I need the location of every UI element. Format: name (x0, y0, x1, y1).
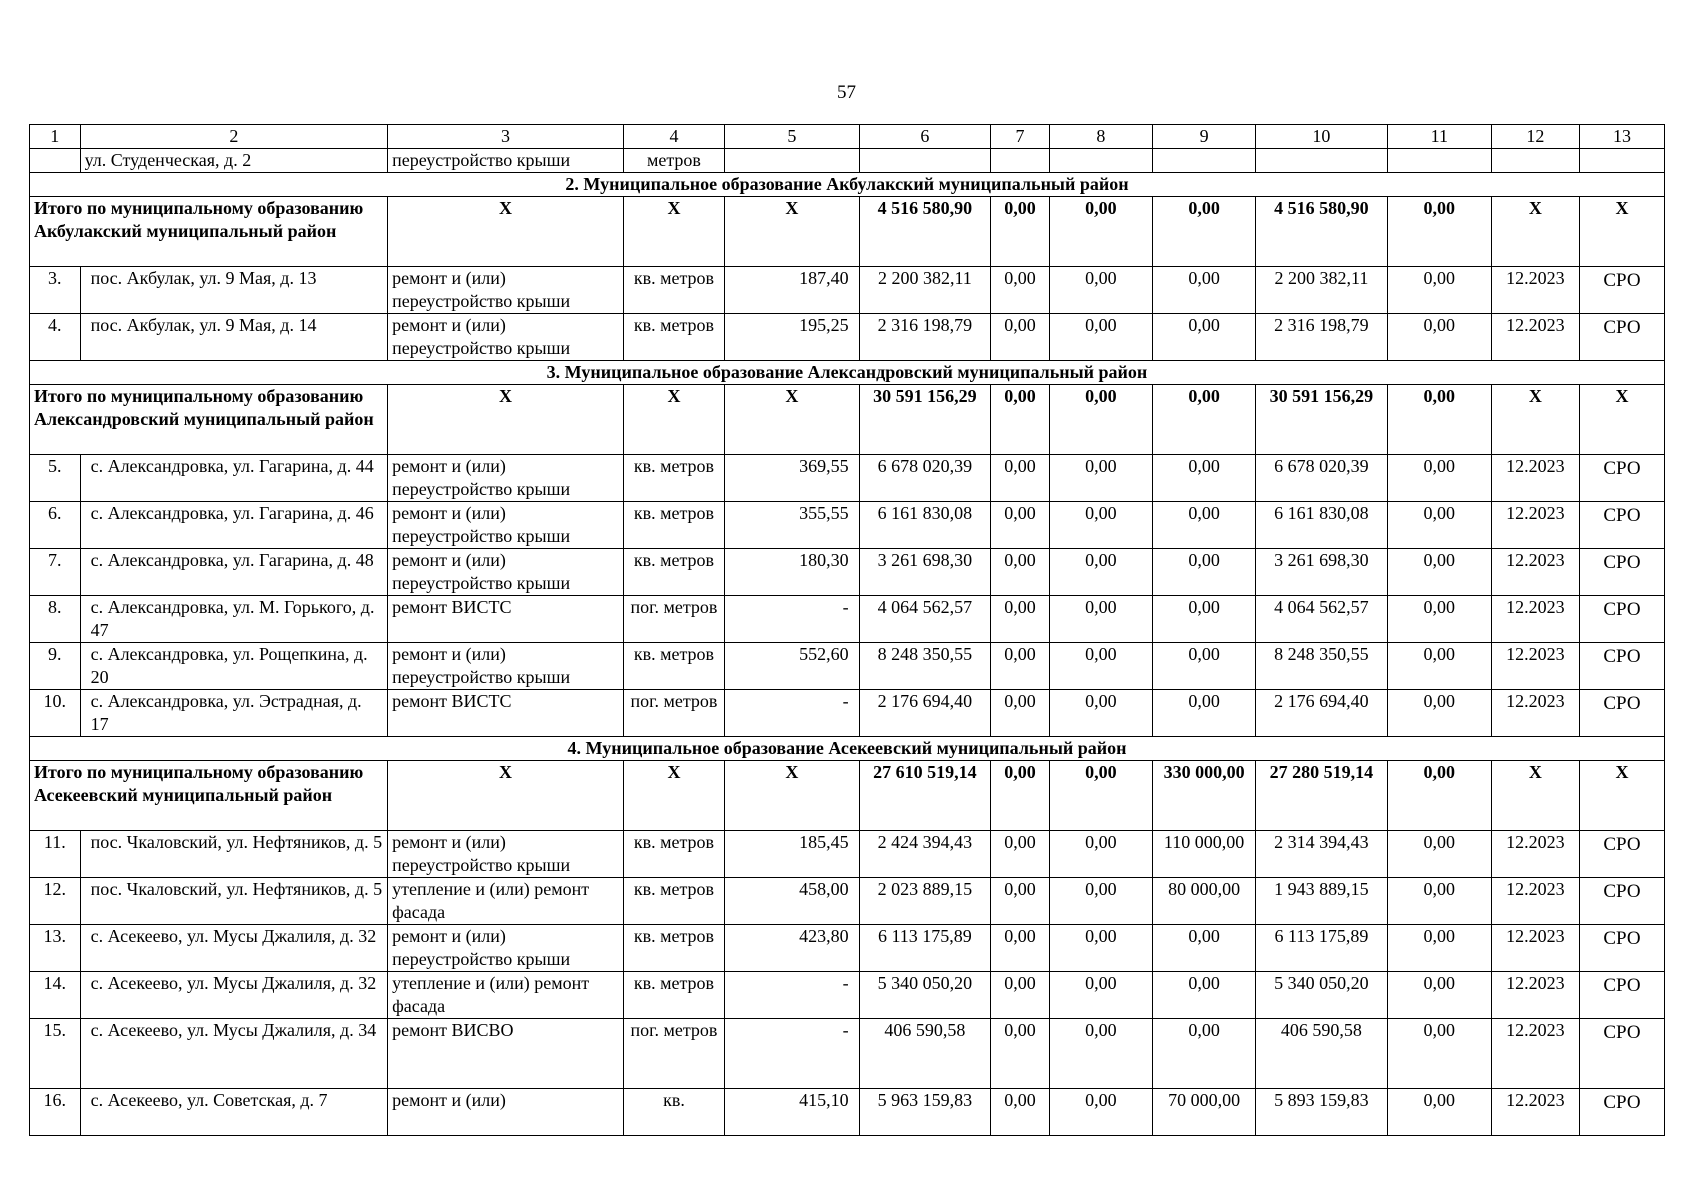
amount-cell-c7: 0,00 (991, 972, 1050, 1019)
work-type-cell: переустройство крыши (388, 149, 624, 173)
total-x-mark: X (388, 197, 624, 267)
address-cell: пос. Чкаловский, ул. Нефтяников, д. 5 (80, 831, 388, 878)
amount-cell-c10: 4 064 562,57 (1256, 596, 1388, 643)
area-cell: - (725, 972, 860, 1019)
amount-cell-c7: 0,00 (991, 690, 1050, 737)
total-amount-c11: 0,00 (1387, 761, 1491, 831)
amount-cell-c7: 0,00 (991, 596, 1050, 643)
total-x-mark: X (1491, 385, 1579, 455)
address-cell: с. Александровка, ул. Рощепкина, д. 20 (80, 643, 388, 690)
amount-cell-c8: 0,00 (1049, 1089, 1152, 1136)
unit-cell: метров (623, 149, 724, 173)
total-x-mark: X (1491, 761, 1579, 831)
column-number: 3 (388, 125, 624, 149)
table-row (30, 972, 1665, 1019)
total-x-mark: X (1579, 385, 1664, 455)
amount-cell-c6: 2 316 198,79 (859, 314, 991, 361)
executor-cell: СРО (1579, 1019, 1664, 1089)
amount-cell-c9: 0,00 (1152, 596, 1255, 643)
total-amount-c10: 30 591 156,29 (1256, 385, 1388, 455)
area-cell: - (725, 596, 860, 643)
amount-cell-c9: 0,00 (1152, 267, 1255, 314)
table-row (30, 596, 1665, 643)
row-number-cell (30, 149, 81, 173)
amount-cell-c8: 0,00 (1049, 314, 1152, 361)
area-cell: 552,60 (725, 643, 860, 690)
column-number: 12 (1491, 125, 1579, 149)
total-amount-c6: 4 516 580,90 (859, 197, 991, 267)
total-x-mark: X (725, 197, 860, 267)
table-row (30, 267, 1665, 314)
area-cell: 369,55 (725, 455, 860, 502)
unit-cell: кв. метров (623, 549, 724, 596)
executor-cell: СРО (1579, 925, 1664, 972)
work-type-cell: ремонт и (или) переустройство крыши (388, 925, 624, 972)
amount-cell-c10: 2 200 382,11 (1256, 267, 1388, 314)
column-number: 2 (80, 125, 388, 149)
total-x-mark: X (725, 385, 860, 455)
amount-cell-c8: 0,00 (1049, 972, 1152, 1019)
amount-cell-c11: 0,00 (1387, 1019, 1491, 1089)
section-total-row (30, 385, 1665, 455)
area-cell: 423,80 (725, 925, 860, 972)
amount-cell-c11: 0,00 (1387, 643, 1491, 690)
amount-cell-c11: 0,00 (1387, 314, 1491, 361)
total-x-mark: X (1491, 197, 1579, 267)
row-number-cell: 16. (30, 1089, 81, 1136)
total-amount-c8: 0,00 (1049, 197, 1152, 267)
table-row (30, 502, 1665, 549)
row-number-cell: 13. (30, 925, 81, 972)
section-title: 4. Муниципальное образование Асекеевский муниципальный район (30, 737, 1665, 761)
amount-cell-c6: 2 023 889,15 (859, 878, 991, 925)
amount-cell-c8: 0,00 (1049, 643, 1152, 690)
area-cell: 185,45 (725, 831, 860, 878)
total-x-mark: X (623, 197, 724, 267)
amount-cell-c11: 0,00 (1387, 972, 1491, 1019)
amount-cell-c9: 0,00 (1152, 972, 1255, 1019)
amount-cell-c11: 0,00 (1387, 549, 1491, 596)
amount-cell-c8: 0,00 (1049, 878, 1152, 925)
table-row (30, 1089, 1665, 1136)
amount-cell-c10: 6 113 175,89 (1256, 925, 1388, 972)
amount-cell-c6: 406 590,58 (859, 1019, 991, 1089)
amount-cell-c8: 0,00 (1049, 596, 1152, 643)
total-amount-c9: 330 000,00 (1152, 761, 1255, 831)
amount-cell-c10: 2 314 394,43 (1256, 831, 1388, 878)
amount-cell-c8: 0,00 (1049, 549, 1152, 596)
page-number: 57 (837, 82, 856, 103)
column-number: 11 (1387, 125, 1491, 149)
executor-cell: СРО (1579, 878, 1664, 925)
area-cell: 187,40 (725, 267, 860, 314)
total-x-mark: X (388, 385, 624, 455)
total-x-mark: X (623, 385, 724, 455)
amount-cell-c9: 0,00 (1152, 549, 1255, 596)
row-number-cell: 15. (30, 1019, 81, 1089)
area-cell: 180,30 (725, 549, 860, 596)
total-amount-c9: 0,00 (1152, 197, 1255, 267)
work-type-cell: ремонт и (или) переустройство крыши (388, 831, 624, 878)
column-number: 8 (1049, 125, 1152, 149)
total-x-mark: X (623, 761, 724, 831)
amount-cell-c7: 0,00 (991, 643, 1050, 690)
work-type-cell: ремонт и (или) переустройство крыши (388, 314, 624, 361)
amount-cell-c11: 0,00 (1387, 502, 1491, 549)
row-number-cell: 11. (30, 831, 81, 878)
row-number-cell: 7. (30, 549, 81, 596)
table-row (30, 314, 1665, 361)
amount-cell-c7: 0,00 (991, 1019, 1050, 1089)
address-cell: с. Асекеево, ул. Советская, д. 7 (80, 1089, 388, 1136)
unit-cell: кв. метров (623, 925, 724, 972)
total-amount-c7: 0,00 (991, 761, 1050, 831)
table-row (30, 455, 1665, 502)
amount-cell-c11: 0,00 (1387, 455, 1491, 502)
work-type-cell: ремонт и (или) переустройство крыши (388, 502, 624, 549)
total-x-mark: X (1579, 761, 1664, 831)
unit-cell: пог. метров (623, 690, 724, 737)
area-cell: - (725, 1019, 860, 1089)
amount-cell-c10: 406 590,58 (1256, 1019, 1388, 1089)
unit-cell: кв. метров (623, 878, 724, 925)
amount-cell-c8: 0,00 (1049, 1019, 1152, 1089)
total-amount-c10: 27 280 519,14 (1256, 761, 1388, 831)
row-number-cell: 6. (30, 502, 81, 549)
amount-cell-c11: 0,00 (1387, 267, 1491, 314)
row-number-cell: 10. (30, 690, 81, 737)
amount-cell-c7: 0,00 (991, 549, 1050, 596)
table-row (30, 690, 1665, 737)
amount-cell-c6: 5 340 050,20 (859, 972, 991, 1019)
amount-cell-c6: 6 678 020,39 (859, 455, 991, 502)
amount-cell-c8: 0,00 (1049, 502, 1152, 549)
area-cell: 195,25 (725, 314, 860, 361)
section-total-row (30, 197, 1665, 267)
executor-cell: СРО (1579, 502, 1664, 549)
table-row (30, 549, 1665, 596)
column-number: 13 (1579, 125, 1664, 149)
deadline-cell: 12.2023 (1491, 643, 1579, 690)
amount-cell-c10: 2 316 198,79 (1256, 314, 1388, 361)
amount-cell-c10: 2 176 694,40 (1256, 690, 1388, 737)
work-type-cell: ремонт ВИСТС (388, 596, 624, 643)
row-number-cell: 3. (30, 267, 81, 314)
amount-cell-c9: 110 000,00 (1152, 831, 1255, 878)
amount-cell-c11: 0,00 (1387, 1089, 1491, 1136)
total-amount-c7: 0,00 (991, 197, 1050, 267)
row-number-cell: 4. (30, 314, 81, 361)
total-x-mark: X (725, 761, 860, 831)
deadline-cell: 12.2023 (1491, 878, 1579, 925)
work-type-cell: утепление и (или) ремонт фасада (388, 878, 624, 925)
table-row (30, 831, 1665, 878)
amount-cell-c10: 5 893 159,83 (1256, 1089, 1388, 1136)
total-amount-c8: 0,00 (1049, 761, 1152, 831)
amount-cell-c6: 2 424 394,43 (859, 831, 991, 878)
deadline-cell: 12.2023 (1491, 455, 1579, 502)
deadline-cell: 12.2023 (1491, 596, 1579, 643)
deadline-cell: 12.2023 (1491, 1019, 1579, 1089)
executor-cell: СРО (1579, 831, 1664, 878)
section-header-row (30, 737, 1665, 761)
amount-cell-c11: 0,00 (1387, 690, 1491, 737)
row-number-cell: 5. (30, 455, 81, 502)
unit-cell: кв. метров (623, 314, 724, 361)
column-number: 9 (1152, 125, 1255, 149)
unit-cell: кв. метров (623, 972, 724, 1019)
total-amount-c8: 0,00 (1049, 385, 1152, 455)
amount-cell-c8: 0,00 (1049, 690, 1152, 737)
work-type-cell: ремонт ВИСВО (388, 1019, 624, 1089)
amount-cell-c10: 6 161 830,08 (1256, 502, 1388, 549)
address-cell: пос. Чкаловский, ул. Нефтяников, д. 5 (80, 878, 388, 925)
address-cell: с. Асекеево, ул. Мусы Джалиля, д. 34 (80, 1019, 388, 1089)
amount-cell-c11: 0,00 (1387, 596, 1491, 643)
amount-cell-c6: 2 200 382,11 (859, 267, 991, 314)
executor-cell: СРО (1579, 596, 1664, 643)
address-cell: пос. Акбулак, ул. 9 Мая, д. 14 (80, 314, 388, 361)
address-cell: с. Асекеево, ул. Мусы Джалиля, д. 32 (80, 972, 388, 1019)
work-type-cell: ремонт ВИСТС (388, 690, 624, 737)
amount-cell-c9: 70 000,00 (1152, 1089, 1255, 1136)
amount-cell-c7: 0,00 (991, 314, 1050, 361)
address-cell: пос. Акбулак, ул. 9 Мая, д. 13 (80, 267, 388, 314)
amount-cell-c6: 8 248 350,55 (859, 643, 991, 690)
executor-cell: СРО (1579, 1089, 1664, 1136)
executor-cell: СРО (1579, 267, 1664, 314)
deadline-cell: 12.2023 (1491, 314, 1579, 361)
deadline-cell: 12.2023 (1491, 267, 1579, 314)
row-number-cell: 14. (30, 972, 81, 1019)
address-cell: с. Александровка, ул. М. Горького, д. 47 (80, 596, 388, 643)
amount-cell-c10: 1 943 889,15 (1256, 878, 1388, 925)
section-total-row (30, 761, 1665, 831)
row-number-cell: 12. (30, 878, 81, 925)
amount-cell-c7: 0,00 (991, 455, 1050, 502)
amount-cell-c8: 0,00 (1049, 925, 1152, 972)
work-type-cell: ремонт и (или) переустройство крыши (388, 549, 624, 596)
unit-cell: кв. метров (623, 643, 724, 690)
amount-cell-c8: 0,00 (1049, 831, 1152, 878)
unit-cell: пог. метров (623, 1019, 724, 1089)
deadline-cell: 12.2023 (1491, 1089, 1579, 1136)
executor-cell: СРО (1579, 643, 1664, 690)
repair-register-table (29, 124, 1665, 1136)
unit-cell: кв. метров (623, 267, 724, 314)
amount-cell-c7: 0,00 (991, 925, 1050, 972)
amount-cell-c9: 0,00 (1152, 925, 1255, 972)
address-cell: с. Александровка, ул. Гагарина, д. 48 (80, 549, 388, 596)
amount-cell-c7: 0,00 (991, 878, 1050, 925)
executor-cell: СРО (1579, 972, 1664, 1019)
address-cell: ул. Студенческая, д. 2 (80, 149, 388, 173)
amount-cell-c7: 0,00 (991, 831, 1050, 878)
amount-cell-c11: 0,00 (1387, 925, 1491, 972)
total-amount-c11: 0,00 (1387, 385, 1491, 455)
table-row (30, 878, 1665, 925)
table-row (30, 643, 1665, 690)
amount-cell-c9: 80 000,00 (1152, 878, 1255, 925)
total-amount-c6: 30 591 156,29 (859, 385, 991, 455)
address-cell: с. Александровка, ул. Гагарина, д. 46 (80, 502, 388, 549)
column-number: 5 (725, 125, 860, 149)
work-type-cell: ремонт и (или) переустройство крыши (388, 267, 624, 314)
total-label: Итого по муниципальному образованию Александровский муниципальный район (30, 385, 388, 455)
area-cell: - (725, 690, 860, 737)
column-number-row (30, 125, 1665, 149)
address-cell: с. Александровка, ул. Гагарина, д. 44 (80, 455, 388, 502)
total-label: Итого по муниципальному образованию Асекеевский муниципальный район (30, 761, 388, 831)
amount-cell-c7: 0,00 (991, 1089, 1050, 1136)
executor-cell: СРО (1579, 314, 1664, 361)
area-cell: 415,10 (725, 1089, 860, 1136)
amount-cell-c6: 4 064 562,57 (859, 596, 991, 643)
unit-cell: кв. метров (623, 455, 724, 502)
row-number-cell: 8. (30, 596, 81, 643)
address-cell: с. Александровка, ул. Эстрадная, д. 17 (80, 690, 388, 737)
column-number: 6 (859, 125, 991, 149)
amount-cell-c10: 8 248 350,55 (1256, 643, 1388, 690)
deadline-cell: 12.2023 (1491, 549, 1579, 596)
deadline-cell: 12.2023 (1491, 831, 1579, 878)
table-row (30, 925, 1665, 972)
amount-cell-c9: 0,00 (1152, 502, 1255, 549)
amount-cell-c9: 0,00 (1152, 643, 1255, 690)
amount-cell-c7: 0,00 (991, 267, 1050, 314)
amount-cell-c8: 0,00 (1049, 267, 1152, 314)
executor-cell: СРО (1579, 690, 1664, 737)
row-number-cell: 9. (30, 643, 81, 690)
area-cell: 355,55 (725, 502, 860, 549)
amount-cell-c9: 0,00 (1152, 1019, 1255, 1089)
executor-cell: СРО (1579, 455, 1664, 502)
executor-cell: СРО (1579, 549, 1664, 596)
amount-cell-c10: 5 340 050,20 (1256, 972, 1388, 1019)
amount-cell-c11: 0,00 (1387, 831, 1491, 878)
table-row (30, 1019, 1665, 1089)
total-x-mark: X (1579, 197, 1664, 267)
total-amount-c6: 27 610 519,14 (859, 761, 991, 831)
amount-cell-c8: 0,00 (1049, 455, 1152, 502)
section-title: 3. Муниципальное образование Александровский муниципальный район (30, 361, 1665, 385)
amount-cell-c6: 6 161 830,08 (859, 502, 991, 549)
unit-cell: кв. метров (623, 502, 724, 549)
unit-cell: пог. метров (623, 596, 724, 643)
amount-cell-c9: 0,00 (1152, 314, 1255, 361)
address-cell: с. Асекеево, ул. Мусы Джалиля, д. 32 (80, 925, 388, 972)
total-x-mark: X (388, 761, 624, 831)
area-cell: 458,00 (725, 878, 860, 925)
column-number: 4 (623, 125, 724, 149)
total-amount-c11: 0,00 (1387, 197, 1491, 267)
work-type-cell: ремонт и (или) (388, 1089, 624, 1136)
column-number: 1 (30, 125, 81, 149)
amount-cell-c9: 0,00 (1152, 455, 1255, 502)
work-type-cell: ремонт и (или) переустройство крыши (388, 455, 624, 502)
continuation-row (30, 149, 1665, 173)
amount-cell-c11: 0,00 (1387, 878, 1491, 925)
amount-cell-c6: 3 261 698,30 (859, 549, 991, 596)
total-amount-c9: 0,00 (1152, 385, 1255, 455)
section-header-row (30, 361, 1665, 385)
amount-cell-c10: 6 678 020,39 (1256, 455, 1388, 502)
amount-cell-c6: 2 176 694,40 (859, 690, 991, 737)
section-header-row (30, 173, 1665, 197)
total-label: Итого по муниципальному образованию Акбулакский муниципальный район (30, 197, 388, 267)
amount-cell-c10: 3 261 698,30 (1256, 549, 1388, 596)
column-number: 10 (1256, 125, 1388, 149)
deadline-cell: 12.2023 (1491, 925, 1579, 972)
amount-cell-c9: 0,00 (1152, 690, 1255, 737)
deadline-cell: 12.2023 (1491, 502, 1579, 549)
unit-cell: кв. метров (623, 831, 724, 878)
amount-cell-c7: 0,00 (991, 502, 1050, 549)
work-type-cell: ремонт и (или) переустройство крыши (388, 643, 624, 690)
amount-cell-c6: 5 963 159,83 (859, 1089, 991, 1136)
section-title: 2. Муниципальное образование Акбулакский муниципальный район (30, 173, 1665, 197)
total-amount-c10: 4 516 580,90 (1256, 197, 1388, 267)
deadline-cell: 12.2023 (1491, 690, 1579, 737)
work-type-cell: утепление и (или) ремонт фасада (388, 972, 624, 1019)
amount-cell-c6: 6 113 175,89 (859, 925, 991, 972)
deadline-cell: 12.2023 (1491, 972, 1579, 1019)
unit-cell: кв. (623, 1089, 724, 1136)
column-number: 7 (991, 125, 1050, 149)
total-amount-c7: 0,00 (991, 385, 1050, 455)
